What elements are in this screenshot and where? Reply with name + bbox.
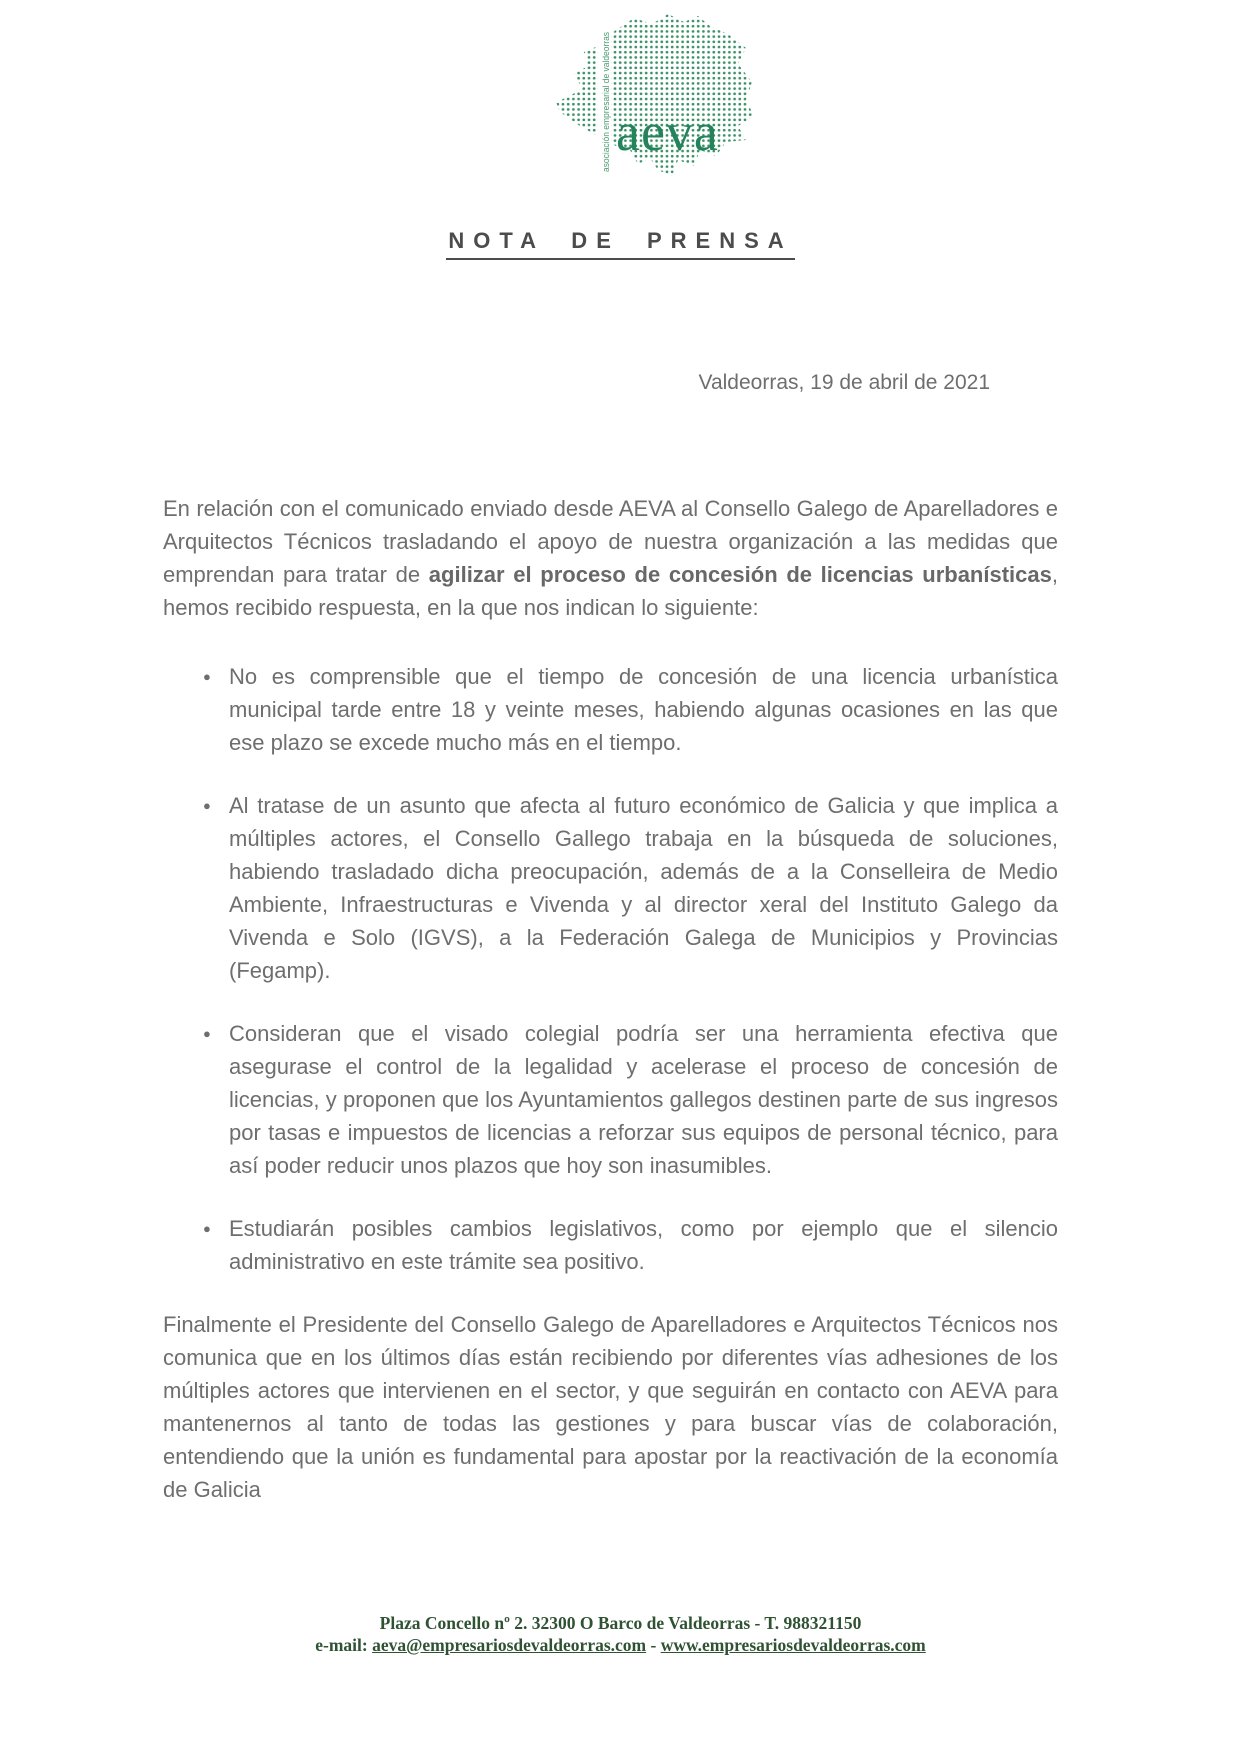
footer-email-link[interactable]: aeva@empresariosdevaldeorras.com	[372, 1635, 647, 1655]
bullet-icon: ●	[203, 669, 211, 684]
bullet-text: No es comprensible que el tiempo de concesión de una licencia urbanística municipal tarde entre 18 y veinte meses, habiendo algunas ocasiones en las que ese plazo se excede mucho más en el tiempo.	[229, 664, 1058, 755]
page-footer	[0, 1612, 1241, 1656]
list-item	[163, 1017, 1058, 1182]
logo-brand: aeva	[616, 102, 719, 162]
page-title: NOTA DE PRENSA	[446, 228, 794, 260]
footer-address: Plaza Concello nº 2. 32300 O Barco de Valdeorras - T. 988321150	[379, 1613, 862, 1633]
intro-paragraph	[163, 492, 1058, 624]
bullet-icon: ●	[203, 1221, 211, 1236]
body-content	[163, 492, 1058, 1506]
logo-tagline: asociación empresarial de valdeorras	[601, 14, 612, 172]
bullet-icon: ●	[203, 798, 211, 813]
aeva-logo	[550, 8, 760, 178]
list-item	[163, 660, 1058, 759]
title-row	[0, 228, 1241, 260]
bullet-text: Al tratase de un asunto que afecta al futuro económico de Galicia y que implica a múltiples actores, el Consello Gallego trabaja en la búsqueda de soluciones, habiendo trasladado dicha preocupación, además de a la Conselleira de Medio Ambiente, Infraestructuras e Vivenda y al director xeral del Instituto Galego da Vivenda e Solo (IGVS), a la Federación Galega de Municipios y Provincias (Fegamp).	[229, 793, 1058, 983]
bullet-icon: ●	[203, 1026, 211, 1041]
bullet-text: Estudiarán posibles cambios legislativos, como por ejemplo que el silencio administrativo en este trámite sea positivo.	[229, 1216, 1058, 1274]
footer-email-label: e-mail:	[315, 1635, 373, 1655]
list-item	[163, 1212, 1058, 1278]
bullet-list	[163, 660, 1058, 1278]
footer-separator: -	[646, 1635, 661, 1655]
closing-paragraph: Finalmente el Presidente del Consello Galego de Aparelladores e Arquitectos Técnicos nos comunica que en los últimos días están recibiendo por diferentes vías adhesiones de los múltiples actores que intervienen en el sector, y que seguirán en contacto con AEVA para mantenernos al tanto de todas las gestiones y para buscar vías de colaboración, entendiendo que la unión es fundamental para apostar por la reactivación de la economía de Galicia	[163, 1312, 1058, 1502]
aeva-logo-graphic	[550, 8, 760, 178]
footer-contacts	[0, 1634, 1241, 1656]
bullet-text: Consideran que el visado colegial podría ser una herramienta efectiva que asegurase el control de la legalidad y acelerase el proceso de concesión de licencias, y proponen que los Ayuntamientos gallegos destinen parte de sus ingresos por tasas e impuestos de licencias a reforzar sus equipos de personal técnico, para así poder reducir unos plazos que hoy son inasumibles.	[229, 1021, 1058, 1178]
footer-website-link[interactable]: www.empresariosdevaldeorras.com	[660, 1635, 926, 1655]
list-item	[163, 789, 1058, 987]
intro-text-end: , hemos recibido respuesta, en la que nos indican lo siguiente:	[163, 562, 1058, 620]
intro-text-start: En relación con el comunicado enviado desde AEVA al Consello Galego de Aparelladores e Arquitectos Técnicos trasladando el apoyo de nuestra organización a las medidas que emprendan para tratar de	[163, 496, 1058, 587]
intro-bold-text: agilizar el proceso de concesión de licencias urbanísticas	[428, 562, 1052, 587]
dateline: Valdeorras, 19 de abril de 2021	[698, 371, 990, 394]
